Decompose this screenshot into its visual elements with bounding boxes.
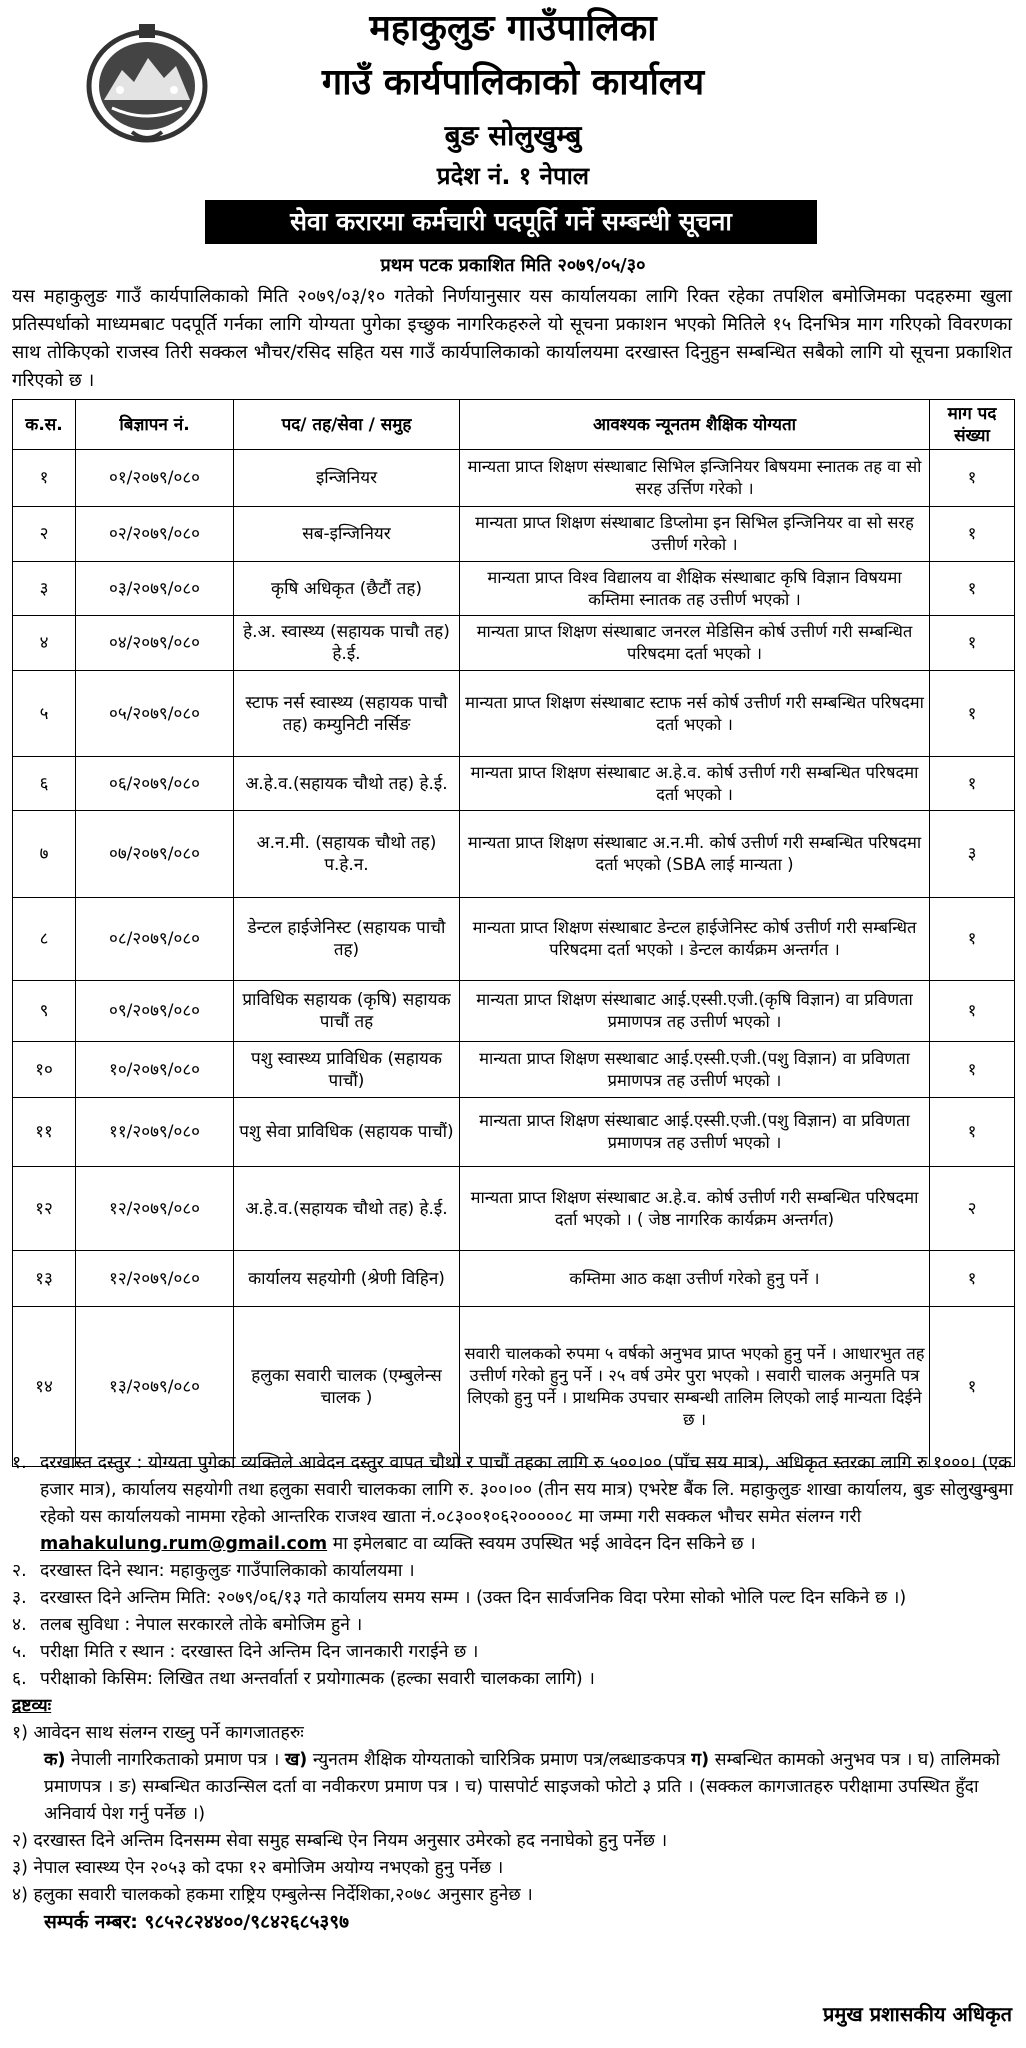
note-text: दरखास्त दिने स्थान: महाकुलुङ गाउँपालिकाको कार्यालयमा । [40,1561,415,1581]
cell-ad-number: ०९/२०७९/०८० [76,981,234,1042]
cell-sn: १० [13,1042,76,1098]
note-number: ५. [12,1642,27,1662]
cell-sn: १४ [13,1307,76,1467]
table-header-row [13,400,1015,450]
cell-post: अ.न.मी. (सहायक चौथो तह) प.हे.न. [234,811,460,898]
office-name: गाउँ कार्यपालिकाको कार्यालय [321,62,705,103]
note-item [12,1585,1014,1612]
table-row [13,1167,1015,1251]
cell-post: कृषि अधिकृत (छैटौं तह) [234,562,460,616]
cell-post-count: १ [930,562,1015,616]
cell-sn: ४ [13,616,76,671]
doc-marker: ख) [284,1750,308,1770]
header-post-count: माग पद संख्या [930,400,1015,450]
cell-post: इन्जिनियर [234,450,460,507]
cell-post-count: १ [930,671,1015,757]
note-number: ३. [12,1588,27,1608]
table-row [13,757,1015,811]
cell-qualification: मान्यता प्राप्त शिक्षण संस्थाबाट डेन्टल हाईजेनिस्ट कोर्ष उत्तीर्ण गरी सम्बन्धित परिषदमा दर्ता भएको । डेन्टल कार्यक्रम अन्तर्गत । [460,898,930,981]
cell-qualification: मान्यता प्राप्त शिक्षण संस्थाबाट स्टाफ नर्स कोर्ष उत्तीर्ण गरी सम्बन्धित परिषदमा दर्ता भएको । [460,671,930,757]
document-list [12,1747,1014,1828]
cell-ad-number: ०४/२०७९/०८० [76,616,234,671]
cell-ad-number: १२/२०७९/०८० [76,1167,234,1251]
doc-text: न्युनतम शैक्षिक योग्यताको चारित्रिक प्रमाण पत्र/लब्धाङकपत्र [307,1750,692,1770]
cell-post: डेन्टल हाईजेनिस्ट (सहायक पाचौ तह) [234,898,460,981]
table-row [13,1307,1015,1467]
table-row [13,981,1015,1042]
cell-ad-number: १०/२०७९/०८० [76,1042,234,1098]
cell-qualification: मान्यता प्राप्त विश्व विद्यालय वा शैक्षिक संस्थाबाट कृषि विज्ञान विषयमा कम्तिमा स्नातक तह उत्तीर्ण भएको । [460,562,930,616]
table-row [13,450,1015,507]
table-row [13,1251,1015,1307]
letterhead [0,0,1026,200]
note-text: परीक्षा मिति र स्थान : दरखास्त दिने अन्तिम दिन जानकारी गराईने छ । [40,1642,479,1662]
header-post: पद/ तह/सेवा / समुह [234,400,460,450]
email-link[interactable]: mahakulung.rum@gmail.com [40,1534,328,1554]
cell-ad-number: ०८/२०७९/०८० [76,898,234,981]
cell-ad-number: ०६/२०७९/०८० [76,757,234,811]
cell-qualification: मान्यता प्राप्त शिक्षण संस्थाबाट जनरल मेडिसिन कोर्ष उत्तीर्ण गरी सम्बन्धित परिषदमा दर्ता भएको । [460,616,930,671]
cell-qualification: कम्तिमा आठ कक्षा उत्तीर्ण गरेको हुनु पर्ने । [460,1251,930,1307]
doc-text: नेपाली नागरिकताको प्रमाण पत्र । [65,1750,285,1770]
vacancy-table [12,399,1015,1467]
table-row [13,898,1015,981]
cell-sn: २ [13,507,76,562]
cell-sn: १ [13,450,76,507]
cell-qualification: मान्यता प्राप्त शिक्षण संस्थाबाट डिप्लोमा इन सिभिल इन्जिनियर वा सो सरह उत्तीर्ण गरेको । [460,507,930,562]
cell-qualification: मान्यता प्राप्त शिक्षण संस्थाबाट अ.हे.व. कोर्ष उत्तीर्ण गरी सम्बन्धित परिषदमा दर्ता भएको । [460,757,930,811]
cell-qualification: मान्यता प्राप्त शिक्षण सस्थाबाट आई.एस्सी.एजी.(पशु विज्ञान) वा प्रविणता प्रमाणपत्र तह उत्तीर्ण भएको । [460,1042,930,1098]
note-number: १. [12,1453,27,1473]
note-item [12,1450,1014,1558]
cell-post-count: १ [930,981,1015,1042]
dristavya-item: २) दरखास्त दिने अन्तिम दिनसम्म सेवा समुह सम्बन्धि ऐन नियम अनुसार उमेरको हद ननाघेको हुनु पर्नेछ । [12,1831,668,1851]
cell-post-count: १ [930,898,1015,981]
doc-marker: ग) [691,1750,710,1770]
note-text: दरखास्त दिने अन्तिम मिति: २०७९/०६/१३ गते कार्यालय समय सम्म । (उक्त दिन सार्वजनिक विदा परेमा सोको भोलि पल्ट दिन सकिने छ ।) [40,1588,907,1608]
cell-post: अ.हे.व.(सहायक चौथो तह) हे.ई. [234,1167,460,1251]
municipality-name: महाकुलुङ गाउँपालिका [369,8,657,49]
cell-post: अ.हे.व.(सहायक चौथो तह) हे.ई. [234,757,460,811]
province-name: प्रदेश नं. १ नेपाल [436,162,590,190]
office-location: बुङ सोलुखुम्बु [444,119,582,152]
note-number: ६. [12,1669,27,1689]
cell-post-count: १ [930,1307,1015,1467]
cell-post: सब-इन्जिनियर [234,507,460,562]
cell-qualification: मान्यता प्राप्त शिक्षण संस्थाबाट आई.एस्सी.एजी.(कृषि विज्ञान) वा प्रविणता प्रमाणपत्र तह उत्तीर्ण भएको । [460,981,930,1042]
cell-post-count: १ [930,1042,1015,1098]
cell-post: प्राविधिक सहायक (कृषि) सहायक पाचौं तह [234,981,460,1042]
signature-title: प्रमुख प्रशासकीय अधिकृत [823,2002,1012,2026]
cell-post-count: १ [930,1251,1015,1307]
cell-post: हलुका सवारी चालक (एम्बुलेन्स चालक ) [234,1307,460,1467]
intro-paragraph: यस महाकुलुङ गाउँ कार्यपालिकाको मिति २०७९/०३/१० गतेको निर्णयानुसार यस कार्यालयका लागि रिक्त रहेका तपशिल बमोजिमका पदहरुमा खुला प्रतिस्पर्धाको माध्यमबाट पदपूर्ति गर्नका लागि योग्यता पुगेका इच्छुक नागरिकहरुले यो सूचना प्रकाशन भएको मितिले १५ दिनभित्र माग गरिएको विवरणका साथ तोकिएको राजस्व तिरी सक्कल भौचर/रसिद सहित यस गाउँ कार्यपालिकाको कार्यालयमा दरखास्त दिनुहुन सम्बन्धित सबैको लागि यो सूचना प्रकाशित गरिएको छ । [12,286,1012,391]
cell-post-count: १ [930,1098,1015,1167]
contact-numbers: सम्पर्क नम्बर: ९८५२८२४४००/९८४२६८५३९७ [44,1911,349,1933]
cell-post: पशु स्वास्थ्य प्राविधिक (सहायक पाचौं) [234,1042,460,1098]
cell-ad-number: ०३/२०७९/०८० [76,562,234,616]
doc-marker: क) [44,1750,66,1770]
dristavya-item: १) आवेदन साथ संलग्न राख्नु पर्ने कागजातहरुः [12,1723,304,1743]
note-number: २. [12,1561,27,1581]
note-item [12,1558,1014,1585]
cell-sn: ९ [13,981,76,1042]
cell-post-count: १ [930,450,1015,507]
table-row [13,507,1015,562]
cell-qualification: मान्यता प्राप्त शिक्षण संस्थाबाट आई.एस्सी.एजी.(पशु विज्ञान) वा प्रविणता प्रमाणपत्र तह उत्तीर्ण भएको । [460,1098,930,1167]
cell-ad-number: १३/२०७९/०८० [76,1307,234,1467]
note-text: मा इमेलबाट वा व्यक्ति स्वयम उपस्थित भई आवेदन दिन सकिने छ । [327,1534,756,1554]
notice-title-banner: सेवा करारमा कर्मचारी पदपूर्ति गर्ने सम्बन्धी सूचना [205,200,817,244]
table-row [13,1042,1015,1098]
header-sn: क.स. [13,400,76,450]
cell-sn: १२ [13,1167,76,1251]
note-text: दरखास्त दस्तुर : योग्यता पुगेका व्यक्तिले आवेदन दस्तुर वापत चौथो र पाचौं तहका लागि रु ५००।०० (पाँच सय मात्र), अधिकृत स्तरका लागि रु १०००। (एक हजार मात्र), कार्यालय सहयोगी तथा हलुका सवारी चालकका लागि रु. ३००।०० (तीन सय मात्र) एभरेष्ट बैंक लि. महाकुलुङ शाखा कार्यालय, बुङ सोलुखुम्बुमा रहेको यस कार्यालयको नाममा रहेको आन्तरिक राजश्व खाता नं.०८३००१०६२०००००८ मा जम्मा गरी सक्कल भौचर समेत संलग्न गरी [40,1453,1014,1527]
table-row [13,562,1015,616]
cell-ad-number: ०१/२०७९/०८० [76,450,234,507]
note-item [12,1639,1014,1666]
note-number: ४. [12,1615,27,1635]
cell-ad-number: ०२/२०७९/०८० [76,507,234,562]
cell-sn: ७ [13,811,76,898]
cell-post: हे.अ. स्वास्थ्य (सहायक पाचौ तह) हे.ई. [234,616,460,671]
cell-post-count: २ [930,1167,1015,1251]
cell-qualification: मान्यता प्राप्त शिक्षण संस्थाबाट अ.हे.व. कोर्ष उत्तीर्ण गरी सम्बन्धित परिषदमा दर्ता भएको । ( जेष्ठ नागरिक कार्यक्रम अन्तर्गत) [460,1167,930,1251]
table-row [13,671,1015,757]
cell-ad-number: १२/२०७९/०८० [76,1251,234,1307]
cell-post: स्टाफ नर्स स्वास्थ्य (सहायक पाचौ तह) कम्युनिटी नर्सिङ [234,671,460,757]
notes-section [12,1450,1014,1936]
cell-post-count: ३ [930,811,1015,898]
cell-post-count: १ [930,616,1015,671]
cell-ad-number: ११/२०७९/०८० [76,1098,234,1167]
dristavya-heading: द्रष्टव्यः [12,1696,52,1716]
cell-sn: ३ [13,562,76,616]
cell-post: पशु सेवा प्राविधिक (सहायक पाचौं) [234,1098,460,1167]
dristavya-item: ३) नेपाल स्वास्थ्य ऐन २०५३ को दफा १२ बमोजिम अयोग्य नभएको हुनु पर्नेछ । [12,1858,504,1878]
table-row [13,811,1015,898]
publish-date: प्रथम पटक प्रकाशित मिति २०७९/०५/३० [380,255,646,276]
cell-ad-number: ०५/२०७९/०८० [76,671,234,757]
cell-qualification: मान्यता प्राप्त शिक्षण संस्थाबाट सिभिल इन्जिनियर बिषयमा स्नातक तह वा सो सरह उर्त्तिण गरेको । [460,450,930,507]
header-ad-number: बिज्ञापन नं. [76,400,234,450]
cell-post: कार्यालय सहयोगी (श्रेणी विहिन) [234,1251,460,1307]
table-row [13,1098,1015,1167]
header-qualification: आवश्यक न्यूनतम शैक्षिक योग्यता [460,400,930,450]
note-item [12,1666,1014,1693]
cell-post-count: १ [930,757,1015,811]
note-text: तलब सुविधा : नेपाल सरकारले तोके बमोजिम हुने । [40,1615,363,1635]
note-text: परीक्षाको किसिम: लिखित तथा अन्तर्वार्ता र प्रयोगात्मक (हल्का सवारी चालकका लागि) । [40,1669,595,1689]
dristavya-item: ४) हलुका सवारी चालकको हकमा राष्ट्रिय एम्बुलेन्स निर्देशिका,२०७८ अनुसार हुनेछ । [12,1885,533,1905]
doc-text: सम्बन्धित कामको अनुभव पत्र । घ) तालिमको प्रमाणपत्र । ङ) सम्बन्धित काउन्सिल दर्ता वा नवीकरण प्रमाण पत्र । च) पासपोर्ट साइजको फोटो ३ प्रति । (सक्कल कागजातहरु परीक्षामा उपस्थित हुँदा अनिवार्य पेश गर्नु पर्नेछ ।) [44,1750,1000,1824]
cell-sn: ८ [13,898,76,981]
cell-qualification: सवारी चालकको रुपमा ५ वर्षको अनुभव प्राप्त भएको हुनु पर्ने । आधारभुत तह उत्तीर्ण गरेको हुनु पर्ने । २५ वर्ष उमेर पुरा भएको । सवारी चालक अनुमति पत्र लिएको हुनु पर्ने । प्राथमिक उपचार सम्बन्धी तालिम लिएको लाई मान्यता दिईने छ । [460,1307,930,1467]
table-row [13,616,1015,671]
cell-ad-number: ०७/२०७९/०८० [76,811,234,898]
cell-post-count: १ [930,507,1015,562]
cell-qualification: मान्यता प्राप्त शिक्षण संस्थाबाट अ.न.मी. कोर्ष उत्तीर्ण गरी सम्बन्धित परिषदमा दर्ता भएको (SBA लाई मान्यता ) [460,811,930,898]
note-item [12,1612,1014,1639]
cell-sn: १३ [13,1251,76,1307]
cell-sn: ५ [13,671,76,757]
cell-sn: ११ [13,1098,76,1167]
cell-sn: ६ [13,757,76,811]
